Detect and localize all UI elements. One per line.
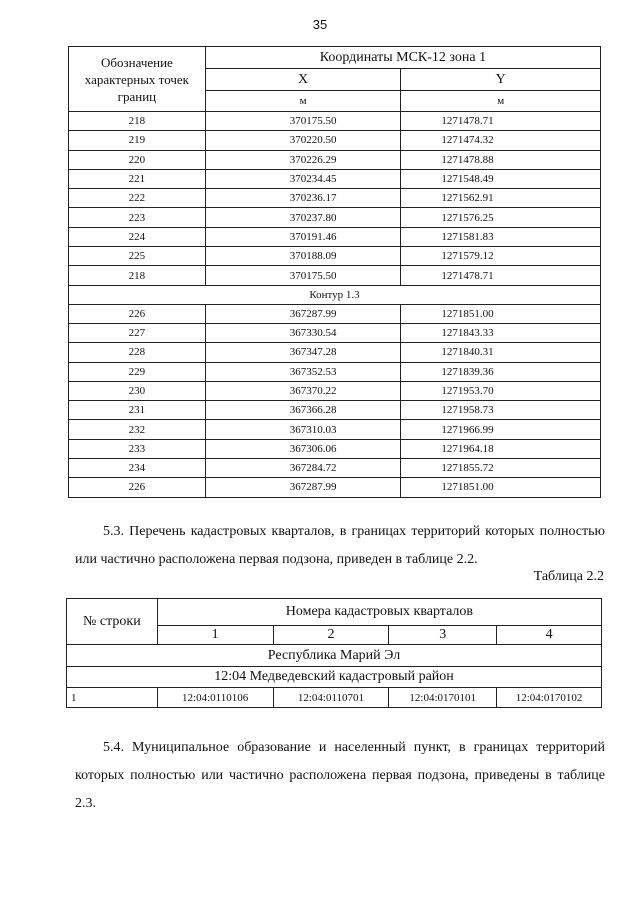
table-row: [69, 420, 601, 439]
y-coordinate-cell: 1271562.91: [401, 189, 601, 208]
column-number-header: 4: [497, 626, 602, 645]
table-row: [69, 112, 601, 131]
coordinate-system-header: Координаты МСК-12 зона 1: [205, 47, 600, 69]
point-number-cell: 231: [69, 401, 206, 420]
column-number-header: 2: [273, 626, 389, 645]
coordinates-table: [68, 46, 601, 498]
table-row: [69, 478, 601, 497]
point-number-cell: 234: [69, 459, 206, 478]
table-row: [69, 439, 601, 458]
table-row: [69, 169, 601, 188]
point-number-cell: 218: [69, 112, 206, 131]
x-coordinate-cell: 370236.17: [205, 189, 401, 208]
x-coordinate-cell: 370175.50: [205, 112, 401, 131]
x-coordinate-cell: 370234.45: [205, 169, 401, 188]
point-number-cell: 223: [69, 208, 206, 227]
contour-label: Контур 1.3: [69, 285, 601, 304]
table-row: [69, 227, 601, 246]
point-number-cell: 227: [69, 323, 206, 342]
table-row: [69, 304, 601, 323]
x-coordinate-cell: 370237.80: [205, 208, 401, 227]
table-row: [69, 131, 601, 150]
y-coordinate-cell: 1271855.72: [401, 459, 601, 478]
x-unit-header: м: [205, 91, 401, 112]
y-coordinate-cell: 1271576.25: [401, 208, 601, 227]
y-coordinate-cell: 1271478.71: [401, 112, 601, 131]
y-coordinate-cell: 1271953.70: [401, 381, 601, 400]
y-coordinate-cell: 1271840.31: [401, 343, 601, 362]
table-row: [69, 459, 601, 478]
x-coordinate-cell: 367352.53: [205, 362, 401, 381]
table-row: [69, 266, 601, 285]
x-coordinate-cell: 367366.28: [205, 401, 401, 420]
paragraph-5-4: [75, 734, 605, 818]
cadastral-quarters-table: [66, 598, 602, 708]
y-unit-header: м: [401, 91, 601, 112]
district-row: 12:04 Медведевский кадастровый район: [67, 667, 602, 688]
designation-header: Обозначение характерных точек границ: [69, 47, 206, 112]
table-row: [69, 362, 601, 381]
row-number-header: № строки: [67, 599, 158, 645]
point-number-cell: 229: [69, 362, 206, 381]
point-number-cell: 225: [69, 247, 206, 266]
column-number-header: 1: [157, 626, 273, 645]
table-2-2-caption: Таблица 2.2: [533, 569, 604, 584]
y-coordinate-cell: 1271579.12: [401, 247, 601, 266]
x-coordinate-cell: 367306.06: [205, 439, 401, 458]
y-coordinate-cell: 1271548.49: [401, 169, 601, 188]
x-coordinate-cell: 367310.03: [205, 420, 401, 439]
y-coordinate-cell: 1271966.99: [401, 420, 601, 439]
cadastral-numbers-header: Номера кадастровых кварталов: [157, 599, 601, 626]
y-coordinate-cell: 1271958.73: [401, 401, 601, 420]
row-number-cell: 1: [67, 688, 158, 708]
x-coordinate-cell: 367284.72: [205, 459, 401, 478]
point-number-cell: 230: [69, 381, 206, 400]
y-coordinate-cell: 1271843.33: [401, 323, 601, 342]
y-coordinate-cell: 1271581.83: [401, 227, 601, 246]
x-coordinate-cell: 367287.99: [205, 478, 401, 497]
x-coordinate-cell: 370226.29: [205, 150, 401, 169]
point-number-cell: 232: [69, 420, 206, 439]
y-coordinate-cell: 1271964.18: [401, 439, 601, 458]
y-coordinate-cell: 1271839.36: [401, 362, 601, 381]
point-number-cell: 233: [69, 439, 206, 458]
y-column-header: Y: [401, 69, 601, 91]
x-coordinate-cell: 367287.99: [205, 304, 401, 323]
table-row: [69, 343, 601, 362]
point-number-cell: 226: [69, 304, 206, 323]
x-coordinate-cell: 370175.50: [205, 266, 401, 285]
y-coordinate-cell: 1271478.71: [401, 266, 601, 285]
x-column-header: X: [205, 69, 401, 91]
table-row: [69, 323, 601, 342]
y-coordinate-cell: 1271851.00: [401, 478, 601, 497]
table-row: [69, 208, 601, 227]
cadastral-quarter-cell: 12:04:0110701: [273, 688, 389, 708]
point-number-cell: 219: [69, 131, 206, 150]
point-number-cell: 222: [69, 189, 206, 208]
point-number-cell: 221: [69, 169, 206, 188]
column-number-header: 3: [389, 626, 497, 645]
region-row: Республика Марий Эл: [67, 645, 602, 667]
point-number-cell: 218: [69, 266, 206, 285]
paragraph-5-3-text: 5.3. Перечень кадастровых кварталов, в границах территорий которых полностью или частично расположена первая подзона, приведен в таблице 2.2.: [75, 524, 605, 567]
point-number-cell: 220: [69, 150, 206, 169]
point-number-cell: 228: [69, 343, 206, 362]
point-number-cell: 224: [69, 227, 206, 246]
table-row: [69, 247, 601, 266]
paragraph-5-4-text: 5.4. Муниципальное образование и населенный пункт, в границах территорий которых полностью или частично расположена первая подзона, приведены в таблице 2.3.: [75, 740, 605, 811]
cadastral-quarter-cell: 12:04:0110106: [157, 688, 273, 708]
table-row: [69, 150, 601, 169]
x-coordinate-cell: 367347.28: [205, 343, 401, 362]
x-coordinate-cell: 370220.50: [205, 131, 401, 150]
x-coordinate-cell: 367330.54: [205, 323, 401, 342]
table-row: [69, 381, 601, 400]
table-row: [69, 189, 601, 208]
table-row: [69, 401, 601, 420]
x-coordinate-cell: 367370.22: [205, 381, 401, 400]
paragraph-5-3: [75, 518, 605, 574]
y-coordinate-cell: 1271474.32: [401, 131, 601, 150]
y-coordinate-cell: 1271478.88: [401, 150, 601, 169]
point-number-cell: 226: [69, 478, 206, 497]
table-row: [67, 688, 602, 708]
cadastral-quarter-cell: 12:04:0170101: [389, 688, 497, 708]
y-coordinate-cell: 1271851.00: [401, 304, 601, 323]
page-number: 35: [312, 17, 328, 32]
x-coordinate-cell: 370188.09: [205, 247, 401, 266]
cadastral-quarter-cell: 12:04:0170102: [497, 688, 602, 708]
x-coordinate-cell: 370191.46: [205, 227, 401, 246]
